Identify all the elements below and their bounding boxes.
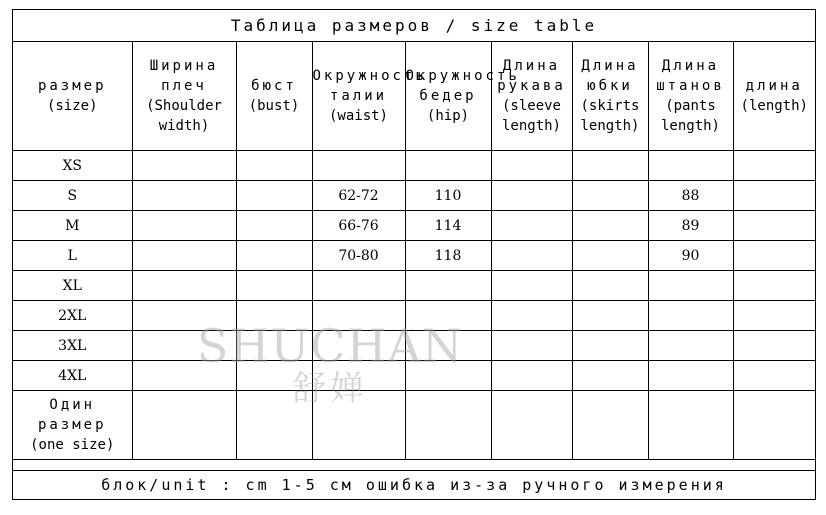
table-cell <box>733 391 815 460</box>
table-cell <box>572 271 648 301</box>
cell-size: 3XL <box>13 331 132 361</box>
header-length: длина (length) <box>733 42 815 151</box>
table-cell <box>491 271 572 301</box>
header-pants-length: Длина штанов (pants length) <box>648 42 733 151</box>
table-cell: 66-76 <box>312 211 405 241</box>
table-cell <box>236 181 312 211</box>
table-cell <box>405 271 491 301</box>
table-cell <box>312 391 405 460</box>
table-row <box>13 151 815 181</box>
table-cell <box>132 211 236 241</box>
table-row <box>13 241 815 271</box>
table-cell <box>132 301 236 331</box>
table-cell <box>733 331 815 361</box>
table-cell: 62-72 <box>312 181 405 211</box>
header-sleeve-length: Длина рукава (sleeve length) <box>491 42 572 151</box>
table-cell <box>236 391 312 460</box>
table-cell <box>572 391 648 460</box>
table-cell <box>132 241 236 271</box>
table-cell <box>572 151 648 181</box>
table-row <box>13 181 815 211</box>
cell-size: 4XL <box>13 361 132 391</box>
watermark-text-chinese: 舒婵 <box>292 369 368 409</box>
table-cell <box>132 271 236 301</box>
size-table <box>13 42 815 460</box>
header-waist: Окружность талии (waist) <box>312 42 405 151</box>
table-cell: 88 <box>648 181 733 211</box>
table-cell <box>236 301 312 331</box>
table-cell <box>491 151 572 181</box>
table-cell <box>312 271 405 301</box>
table-cell <box>648 361 733 391</box>
cell-size: XS <box>13 151 132 181</box>
watermark-text-latin: SHUCHAN <box>196 319 464 373</box>
table-cell <box>572 241 648 271</box>
table-cell: 118 <box>405 241 491 271</box>
table-cell: 114 <box>405 211 491 241</box>
table-cell <box>491 181 572 211</box>
table-row <box>13 301 815 331</box>
table-cell: 90 <box>648 241 733 271</box>
table-cell <box>132 331 236 361</box>
table-cell <box>648 391 733 460</box>
table-cell <box>491 241 572 271</box>
table-cell <box>491 391 572 460</box>
table-cell <box>405 151 491 181</box>
table-cell <box>648 151 733 181</box>
table-cell <box>572 181 648 211</box>
cell-size-one-size: Один размер (one size) <box>13 391 132 460</box>
header-row <box>13 42 815 151</box>
table-cell <box>733 361 815 391</box>
table-cell: 89 <box>648 211 733 241</box>
cell-size: L <box>13 241 132 271</box>
table-cell <box>312 361 405 391</box>
cell-size: M <box>13 211 132 241</box>
table-footer-note: блок/unit : cm 1-5 см ошибка из-за ручного измерения <box>13 470 815 499</box>
table-cell: 70-80 <box>312 241 405 271</box>
header-shoulder-width: Ширина плеч (Shoulder width) <box>132 42 236 151</box>
table-cell <box>733 271 815 301</box>
cell-size: S <box>13 181 132 211</box>
table-cell <box>572 301 648 331</box>
table-cell <box>312 151 405 181</box>
table-cell <box>648 331 733 361</box>
table-cell <box>572 361 648 391</box>
table-cell <box>572 331 648 361</box>
table-cell <box>491 301 572 331</box>
table-cell <box>733 181 815 211</box>
table-cell <box>236 361 312 391</box>
table-cell <box>132 151 236 181</box>
table-cell <box>491 211 572 241</box>
table-cell <box>132 361 236 391</box>
table-cell <box>236 151 312 181</box>
header-size: размер (size) <box>13 42 132 151</box>
table-cell <box>312 331 405 361</box>
table-cell <box>236 331 312 361</box>
table-cell <box>648 271 733 301</box>
table-cell <box>405 391 491 460</box>
table-cell <box>405 301 491 331</box>
table-row <box>13 331 815 361</box>
header-bust: бюст (bust) <box>236 42 312 151</box>
table-cell <box>733 211 815 241</box>
table-row-one-size <box>13 391 815 460</box>
size-table-sheet <box>12 9 816 500</box>
table-cell <box>733 241 815 271</box>
table-cell <box>132 391 236 460</box>
header-hip: Окружность бедер (hip) <box>405 42 491 151</box>
cell-size: 2XL <box>13 301 132 331</box>
table-cell <box>236 241 312 271</box>
table-cell <box>733 151 815 181</box>
table-cell <box>491 331 572 361</box>
table-title: Таблица размеров / size table <box>13 10 815 42</box>
table-cell <box>236 211 312 241</box>
table-cell <box>733 301 815 331</box>
table-cell <box>236 271 312 301</box>
table-cell <box>132 181 236 211</box>
header-skirts-length: Длина юбки (skirts length) <box>572 42 648 151</box>
table-cell <box>312 301 405 331</box>
table-row <box>13 361 815 391</box>
table-row <box>13 271 815 301</box>
table-cell <box>572 211 648 241</box>
table-cell: 110 <box>405 181 491 211</box>
table-row <box>13 211 815 241</box>
table-cell <box>405 331 491 361</box>
table-cell <box>648 301 733 331</box>
cell-size: XL <box>13 271 132 301</box>
table-cell <box>491 361 572 391</box>
table-cell <box>405 361 491 391</box>
